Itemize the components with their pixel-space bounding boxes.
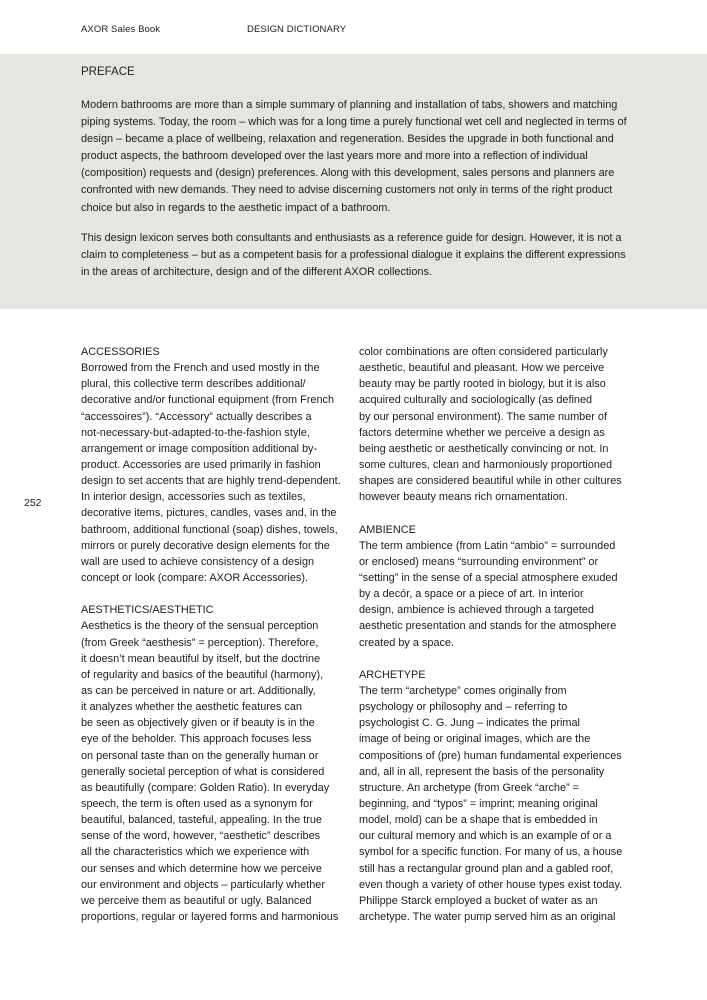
text-line: acquired culturally and sociologically (as defined [359, 394, 593, 407]
text-line: symbol for a specific function. For many of us, a house [359, 846, 623, 859]
text-line: by a decór, a space or a piece of art. In interior [359, 588, 584, 601]
text-line: image of being or original images, which are the [359, 733, 591, 746]
text-line: it doesn’t mean beautiful by itself, but the doctrine [81, 652, 321, 665]
text-line: shapes are considered beautiful while in other cultures [359, 475, 622, 488]
left-text-column [81, 344, 353, 925]
text-line: structure. An archetype (from Greek “arche” = [359, 781, 580, 794]
text-line: archetype. The water pump served him as an original [359, 910, 616, 923]
text-line: aesthetic, beautiful and pleasant. How we perceive [359, 362, 605, 375]
text-line: beauty may be partly rooted in biology, but it is also [359, 378, 606, 391]
text-line: or enclosed) means “surrounding environment” or [359, 555, 599, 568]
text-line: sense of the word, however, “aesthetic” describes [81, 830, 321, 843]
text-line: The term ambience (from Latin “ambio” = surrounded [359, 539, 616, 552]
text-line: color combinations are often considered particularly [359, 346, 608, 358]
text-line: our cultural memory and which is an example of or a [359, 830, 612, 843]
text-line: model, mold) can be a shape that is embedded in [359, 814, 598, 827]
text-line: aesthetic presentation and stands for the atmosphere [359, 620, 617, 633]
text-line: some cultures, clean and harmoniously proportioned [359, 458, 613, 471]
header-section-title: DESIGN DICTIONARY [247, 24, 347, 35]
text-line: factors determine whether we perceive a design as [359, 426, 605, 439]
preface-box [0, 54, 707, 309]
text-line: plural, this collective term describes additional/ [81, 378, 306, 391]
paragraph-gap [359, 505, 631, 521]
text-line: wall are used to achieve consistency of a design [81, 555, 315, 568]
text-line: In interior design, accessories such as textiles, [81, 491, 306, 504]
text-line: psychologist C. G. Jung – indicates the primal [359, 717, 580, 730]
text-line: it analyzes whether the aesthetic features can [81, 701, 302, 714]
text-line: of regularity and basics of the beautiful (harmony), [81, 668, 324, 681]
text-line: ARCHETYPE [359, 668, 426, 681]
text-line: AMBIENCE [359, 523, 416, 536]
text-line: design to set accents that are highly trend-dependent. [81, 475, 341, 488]
text-line: decorative and/or functional equipment (from French [81, 394, 335, 407]
text-line: being aesthetic or aesthetically convincing or not. In [359, 442, 609, 455]
paragraph-gap [81, 586, 353, 602]
text-line: proportions, regular or layered forms and harmonious [81, 910, 339, 923]
text-line: and, all in all, represent the basis of the personality [359, 765, 605, 778]
text-line: “setting” in the sense of a special atmosphere exuded [359, 571, 618, 584]
text-line: The term “archetype” comes originally from [359, 684, 567, 697]
text-line: even though a variety of other house types exist today. [359, 878, 623, 891]
text-line: not-necessary-but-adapted-to-the-fashion style, [81, 426, 310, 439]
text-line: (from Greek “aesthesis” = perception). Therefore, [81, 636, 319, 649]
text-line: product. Accessories are used primarily in fashion [81, 458, 321, 471]
text-line: our senses and which determine how we perceive [81, 862, 322, 875]
text-line: “accessoires”). “Accessory” actually describes a [81, 410, 312, 423]
text-line: compositions of (pre) human fundamental experiences [359, 749, 622, 762]
text-line: beginning, and “typos” = imprint; meaning original [359, 797, 598, 810]
text-line: generally societal perception of what is considered [81, 765, 325, 778]
text-line: Philippe Starck employed a bucket of water as an [359, 894, 598, 907]
header-book-title: AXOR Sales Book [81, 24, 161, 35]
text-line: on personal taste than on the generally human or [81, 749, 319, 762]
text-line: as beautifully (compare: Golden Ratio). In everyday [81, 781, 330, 794]
text-line: design, ambience is achieved through a targeted [359, 604, 594, 617]
paragraph-gap [359, 651, 631, 667]
text-line: be seen as objectively given or if beauty is in the [81, 717, 315, 730]
preface-title: PREFACE [81, 66, 135, 78]
text-line: psychology or philosophy and – referring to [359, 701, 568, 714]
preface-paragraph-2: This design lexicon serves both consultants and enthusiasts as a reference guide for design. However, it is not a claim to completeness – but as a competent basis for a professional dialogue it explains the different expressions in the areas of architecture, design and of the different AXOR collections. [81, 232, 626, 279]
text-line: by our personal environment). The same number of [359, 410, 607, 423]
text-line: arrangement or image composition additional by- [81, 442, 318, 455]
text-line: Borrowed from the French and used mostly in the [81, 362, 320, 375]
text-line: beautiful, balanced, tasteful, appealing. In the true [81, 814, 322, 827]
text-line: AESTHETICS/AESTHETIC [81, 604, 214, 617]
text-line: eye of the beholder. This approach focuses less [81, 733, 312, 746]
text-line: we perceive them as beautiful or ugly. Balanced [81, 894, 312, 907]
right-text-column [359, 344, 631, 925]
text-line: still has a rectangular ground plan and a gabled roof, [359, 862, 614, 875]
text-line: created by a space. [359, 636, 455, 649]
page-number: 252 [24, 497, 42, 509]
text-line: ACCESSORIES [81, 346, 160, 358]
text-line: mirrors or purely decorative design elements for the [81, 539, 330, 552]
text-line: Aesthetics is the theory of the sensual perception [81, 620, 319, 633]
preface-paragraph-1: Modern bathrooms are more than a simple summary of planning and installation of tabs, showers and matching piping systems. Today, the room – which was for a long time a purely functional wet cell and neglected in terms of design – became a place of wellbeing, relaxation and regeneration. Besides the upgrade in both functional and product aspects, the bathroom developed over the last years more and more into a reflection of individual (composition) requests and (design) preferences. Along with this development, sales persons and planners are confronted with new demands. They need to advise discerning customers not only in terms of the right product choice but also in regards to the aesthetic impact of a bathroom. [81, 99, 627, 214]
text-line: however beauty means rich ornamentation. [359, 491, 568, 504]
text-line: all the characteristics which we experience with [81, 846, 310, 859]
text-line: decorative items, pictures, candles, vases and, in the [81, 507, 337, 520]
text-line: concept or look (compare: AXOR Accessories). [81, 571, 308, 584]
text-line: our environment and objects – particularly whether [81, 878, 325, 891]
text-line: as can be perceived in nature or art. Additionally, [81, 684, 316, 697]
text-line: bathroom, additional functional (soap) dishes, towels, [81, 523, 338, 536]
text-line: speech, the term is often used as a synonym for [81, 797, 313, 810]
